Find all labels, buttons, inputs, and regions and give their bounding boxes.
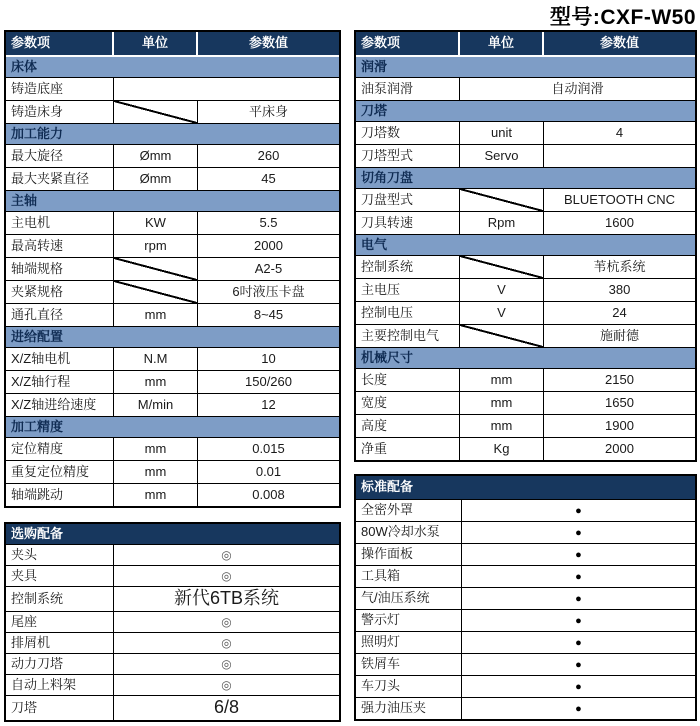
section-header-row	[6, 417, 339, 438]
table-row	[6, 612, 339, 633]
value-cell	[462, 566, 695, 588]
table-row	[6, 545, 339, 566]
table-row	[6, 371, 339, 394]
unit-cell: mm	[114, 304, 198, 327]
table-row	[6, 566, 339, 587]
value-cell: A2-5	[198, 258, 339, 281]
unit-cell: mm	[114, 484, 198, 506]
value-cell: 新代6TB系统	[114, 587, 339, 612]
param-cell: 主要控制电气	[356, 325, 460, 348]
column-header-value: 参数值	[544, 32, 695, 57]
value-cell: 12	[198, 394, 339, 417]
table-row	[6, 304, 339, 327]
value-cell: 4	[544, 122, 695, 145]
double-circle-icon: ◎	[221, 614, 232, 629]
table-row	[356, 78, 695, 101]
table-row	[6, 394, 339, 417]
filled-dot-icon: ●	[575, 615, 582, 628]
double-circle-icon: ◎	[221, 677, 232, 692]
param-cell: 通孔直径	[6, 304, 114, 327]
table-row	[356, 676, 695, 698]
param-cell: X/Z轴进给速度	[6, 394, 114, 417]
table-row	[6, 675, 339, 696]
equipment-table-title: 选购配备	[6, 524, 339, 545]
double-circle-icon: ◎	[221, 656, 232, 671]
double-circle-icon: ◎	[221, 568, 232, 583]
table-row	[356, 438, 695, 460]
equipment-header-row	[6, 524, 339, 545]
table-row	[6, 145, 339, 168]
filled-dot-icon: ●	[575, 527, 582, 540]
standard-equipment-table	[354, 474, 697, 721]
unit-cell: Ømm	[114, 145, 198, 168]
table-row	[356, 256, 695, 279]
value-cell	[114, 545, 339, 566]
section-header-row	[356, 348, 695, 369]
param-cell: 刀具转速	[356, 212, 460, 235]
param-cell: X/Z轴电机	[6, 348, 114, 371]
unit-cell: Servo	[460, 145, 544, 168]
param-cell: X/Z轴行程	[6, 371, 114, 394]
value-cell	[462, 632, 695, 654]
table-row	[356, 588, 695, 610]
value-cell: BLUETOOTH CNC	[544, 189, 695, 212]
param-cell: 车刀头	[356, 676, 462, 698]
param-cell: 轴端跳动	[6, 484, 114, 506]
table-row	[356, 610, 695, 632]
filled-dot-icon: ●	[575, 681, 582, 694]
column-header-param: 参数项	[356, 32, 460, 57]
param-cell: 主电压	[356, 279, 460, 302]
value-cell: 0.008	[252, 486, 285, 502]
table-row	[356, 698, 695, 719]
unit-cell: mm	[114, 438, 198, 461]
value-cell	[114, 675, 339, 696]
param-cell: 警示灯	[356, 610, 462, 632]
value-cell: 2000	[605, 440, 634, 456]
table-row	[356, 369, 695, 392]
value-cell	[462, 522, 695, 544]
table-row	[6, 212, 339, 235]
filled-dot-icon: ●	[575, 505, 582, 518]
param-cell: 夹紧规格	[6, 281, 114, 304]
param-cell: 控制系统	[356, 256, 460, 279]
diagonal-line-cell	[460, 189, 544, 212]
param-cell: 铸造床身	[6, 101, 114, 124]
param-cell: 铸造底座	[6, 78, 114, 101]
value-cell: 24	[544, 302, 695, 325]
table-row	[356, 632, 695, 654]
value-cell: 施耐德	[544, 325, 695, 348]
param-cell: 高度	[356, 415, 460, 438]
optional-equipment-table	[4, 522, 341, 722]
param-cell: 全密外罩	[356, 500, 462, 522]
unit-cell: Rpm	[460, 212, 544, 235]
section-header: 切角刀盘	[356, 168, 695, 189]
unit-cell: mm	[114, 371, 198, 394]
model-title: 型号:CXF-W50	[549, 6, 696, 29]
unit-cell: mm	[460, 415, 544, 438]
table-row	[6, 461, 339, 484]
column-header-unit: 单位	[114, 32, 198, 57]
param-cell: 长度	[356, 369, 460, 392]
table-row	[356, 212, 695, 235]
table-row	[6, 438, 339, 461]
value-cell	[462, 610, 695, 632]
value-cell	[114, 633, 339, 654]
section-header: 加工能力	[6, 124, 339, 145]
unit-cell: mm	[114, 461, 198, 484]
table-row	[356, 654, 695, 676]
filled-dot-icon: ●	[575, 659, 582, 672]
param-cell: 动力刀塔	[6, 654, 114, 675]
table-row	[6, 281, 339, 304]
table-row	[356, 522, 695, 544]
filled-dot-icon: ●	[575, 703, 582, 716]
value-cell: 8~45	[198, 304, 339, 327]
value-cell: 0.015	[198, 438, 339, 461]
param-cell: 操作面板	[356, 544, 462, 566]
value-cell: 0.01	[198, 461, 339, 484]
value-cell	[114, 612, 339, 633]
column-header-value: 参数值	[198, 32, 339, 57]
value-cell: 苇杭系统	[544, 256, 695, 279]
value-cell: 自动润滑	[460, 78, 695, 101]
value-cell	[462, 676, 695, 698]
double-circle-icon: ◎	[221, 635, 232, 650]
value-cell: 1600	[544, 212, 695, 235]
diagonal-line-cell	[114, 101, 198, 124]
value-cell	[114, 78, 339, 101]
diagonal-line-cell	[460, 256, 544, 279]
table-row	[356, 566, 695, 588]
value-cell: 260	[198, 145, 339, 168]
value-cell: 6吋液压卡盘	[198, 281, 339, 304]
table-row	[356, 279, 695, 302]
table-row	[356, 189, 695, 212]
table-row	[6, 235, 339, 258]
table-row	[6, 484, 339, 506]
unit-cell: rpm	[114, 235, 198, 258]
equipment-table-title: 标准配备	[356, 476, 695, 500]
param-cell: 铁屑车	[356, 654, 462, 676]
left-column	[4, 30, 341, 722]
column-header-unit: 单位	[460, 32, 544, 57]
param-cell: 刀塔型式	[356, 145, 460, 168]
section-header-row	[356, 168, 695, 189]
diagonal-line-cell	[114, 281, 198, 304]
diagonal-line-cell	[460, 325, 544, 348]
value-cell	[462, 654, 695, 676]
unit-cell: Ømm	[114, 168, 198, 191]
table-row	[356, 122, 695, 145]
param-cell: 定位精度	[6, 438, 114, 461]
filled-dot-icon: ●	[575, 549, 582, 562]
value-cell: 6/8	[213, 697, 240, 718]
value-cell: 1900	[544, 415, 695, 438]
right-column	[354, 30, 697, 721]
param-cell: 轴端规格	[6, 258, 114, 281]
value-cell	[462, 588, 695, 610]
section-header-row	[6, 124, 339, 145]
table-row	[356, 392, 695, 415]
value-cell	[114, 566, 339, 587]
unit-cell: Kg	[460, 438, 544, 460]
table-row	[356, 500, 695, 522]
value-cell	[462, 698, 695, 719]
value-cell: 2150	[544, 369, 695, 392]
unit-cell: KW	[114, 212, 198, 235]
header-row	[356, 32, 695, 57]
spec-table-right	[354, 30, 697, 462]
table-row	[356, 302, 695, 325]
value-cell	[114, 654, 339, 675]
section-header-row	[356, 101, 695, 122]
unit-cell: M/min	[114, 394, 198, 417]
unit-cell: mm	[460, 392, 544, 415]
param-cell: 油泵润滑	[356, 78, 460, 101]
table-row	[356, 415, 695, 438]
param-cell: 重复定位精度	[6, 461, 114, 484]
param-cell: 净重	[356, 438, 460, 460]
section-header-row	[6, 327, 339, 348]
value-cell	[462, 544, 695, 566]
param-cell: 夹具	[6, 566, 114, 587]
param-cell: 刀塔	[6, 696, 114, 720]
unit-cell: N.M	[114, 348, 198, 371]
param-cell: 主电机	[6, 212, 114, 235]
unit-cell: V	[460, 279, 544, 302]
table-row	[6, 168, 339, 191]
filled-dot-icon: ●	[575, 637, 582, 650]
unit-cell: V	[460, 302, 544, 325]
param-cell: 照明灯	[356, 632, 462, 654]
section-header: 电气	[356, 235, 695, 256]
table-row	[6, 78, 339, 101]
table-row	[6, 101, 339, 124]
section-header-row	[6, 191, 339, 212]
table-row	[6, 654, 339, 675]
section-header: 机械尺寸	[356, 348, 695, 369]
table-row	[6, 587, 339, 612]
value-cell: 2000	[198, 235, 339, 258]
value-cell: 1650	[544, 392, 695, 415]
table-row	[6, 696, 339, 720]
value-cell: 10	[198, 348, 339, 371]
value-cell	[462, 500, 695, 522]
param-cell: 控制系统	[6, 587, 114, 612]
column-header-param: 参数项	[6, 32, 114, 57]
value-cell: 150/260	[198, 371, 339, 394]
table-row	[356, 325, 695, 348]
section-header: 主轴	[6, 191, 339, 212]
header-row	[6, 32, 339, 57]
filled-dot-icon: ●	[575, 593, 582, 606]
section-header: 润滑	[356, 57, 695, 78]
param-cell: 最大旋径	[6, 145, 114, 168]
param-cell: 夹头	[6, 545, 114, 566]
param-cell: 自动上料架	[6, 675, 114, 696]
param-cell: 排屑机	[6, 633, 114, 654]
param-cell: 刀塔数	[356, 122, 460, 145]
section-header: 刀塔	[356, 101, 695, 122]
value-cell: 平床身	[198, 101, 339, 124]
param-cell: 控制电压	[356, 302, 460, 325]
section-header: 床体	[6, 57, 339, 78]
param-cell: 尾座	[6, 612, 114, 633]
param-cell: 工具箱	[356, 566, 462, 588]
param-cell: 刀盘型式	[356, 189, 460, 212]
value-cell	[544, 145, 695, 168]
spec-table-left	[4, 30, 341, 508]
section-header-row	[6, 57, 339, 78]
table-row	[6, 633, 339, 654]
value-cell: 45	[198, 168, 339, 191]
section-header: 进给配置	[6, 327, 339, 348]
diagonal-line-cell	[114, 258, 198, 281]
param-cell: 强力油压夹	[356, 698, 462, 719]
param-cell: 气/油压系统	[356, 588, 462, 610]
unit-cell: mm	[460, 369, 544, 392]
table-row	[356, 145, 695, 168]
table-row	[6, 348, 339, 371]
double-circle-icon: ◎	[221, 547, 232, 562]
filled-dot-icon: ●	[575, 571, 582, 584]
table-row	[6, 258, 339, 281]
section-header: 加工精度	[6, 417, 339, 438]
param-cell: 宽度	[356, 392, 460, 415]
value-cell: 5.5	[198, 212, 339, 235]
param-cell: 最高转速	[6, 235, 114, 258]
equipment-header-row	[356, 476, 695, 500]
section-header-row	[356, 57, 695, 78]
param-cell: 最大夹紧直径	[6, 168, 114, 191]
unit-cell: unit	[460, 122, 544, 145]
param-cell: 80W冷却水泵	[356, 522, 462, 544]
section-header-row	[356, 235, 695, 256]
table-row	[356, 544, 695, 566]
value-cell: 380	[544, 279, 695, 302]
